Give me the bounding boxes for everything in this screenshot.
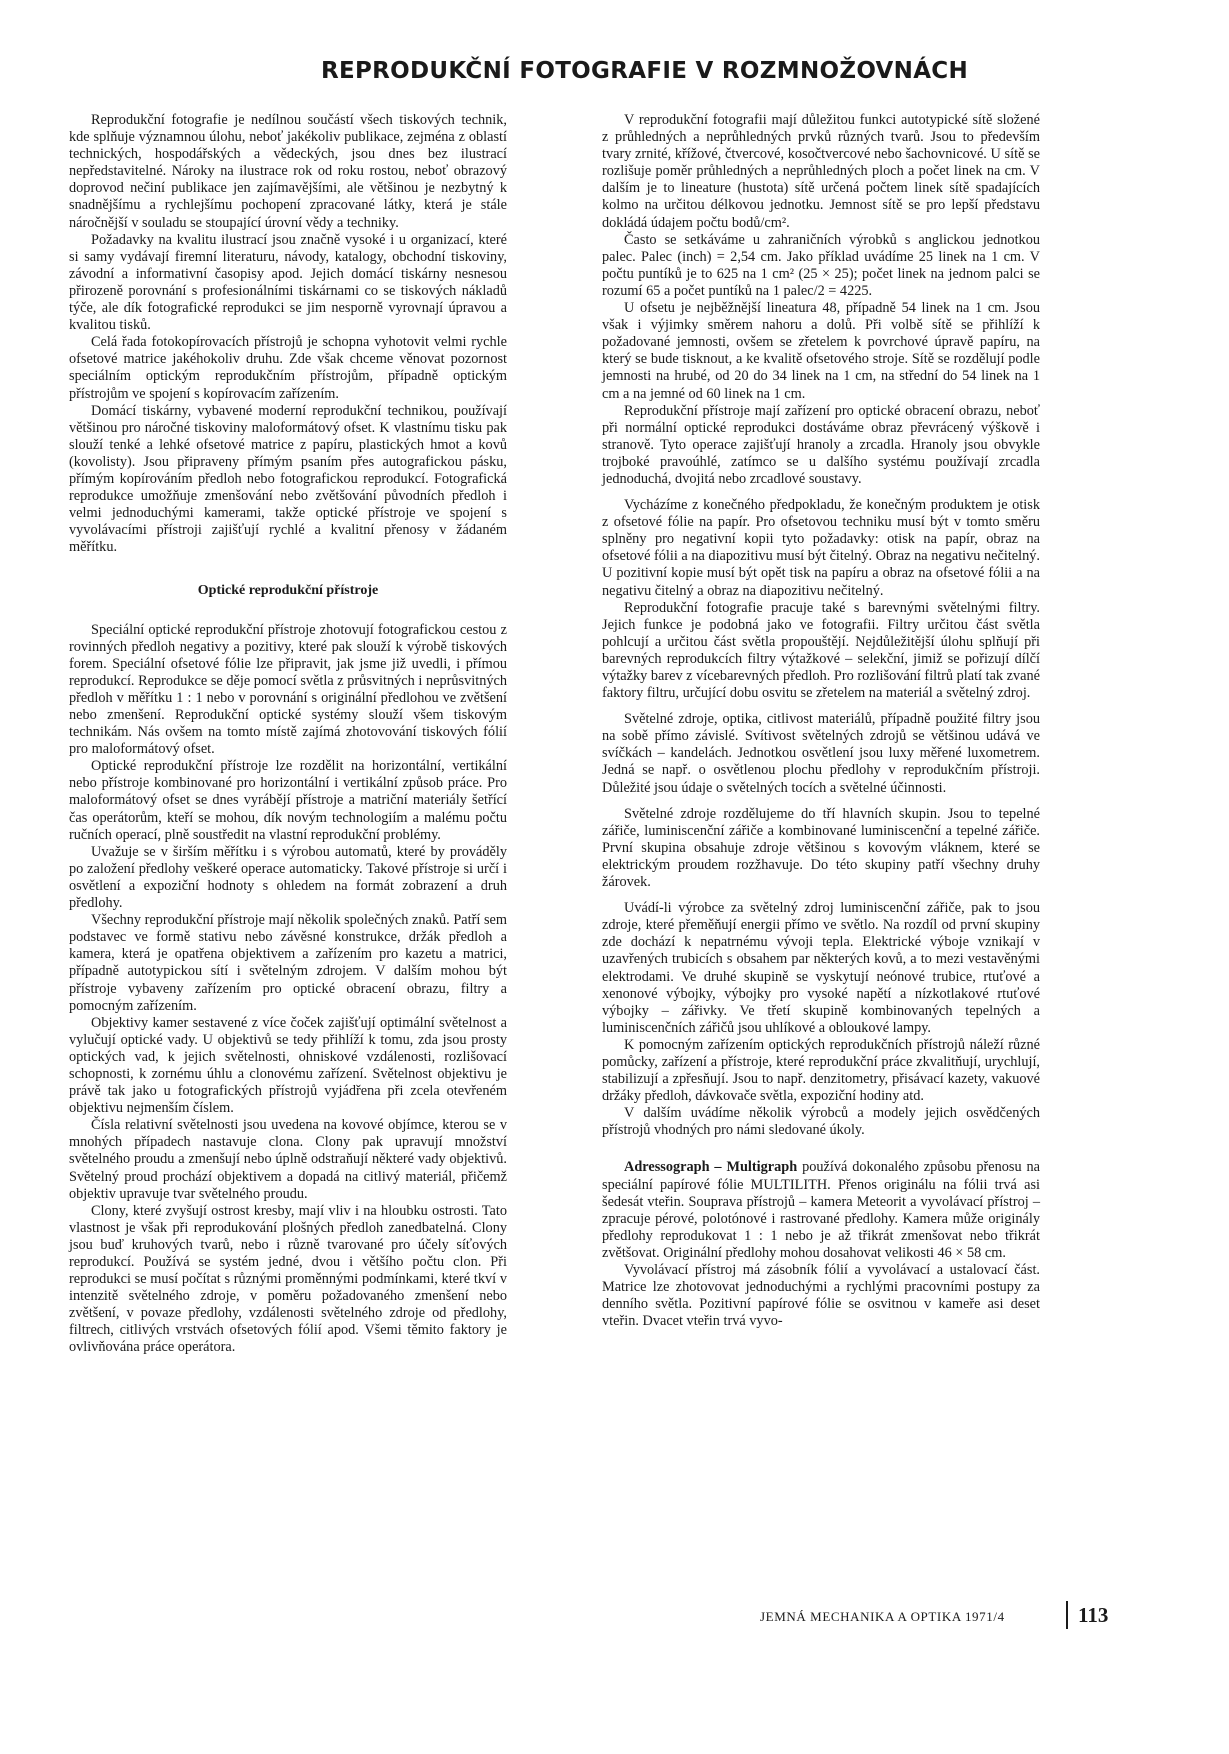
paragraph: Speciální optické reprodukční přístroje zhotovují fotografickou cestou z rovinných předloh negativy a pozitivy, které pak slouží k výrobě tiskových forem. Speciální ofsetové fólie lze připravit, jak jsme již uvedli, i přímou reprodukcí. Reprodukce se děje pomocí světla z průsvitných i neprůsvitných předloh v měřítku 1 : 1 nebo v porovnání s originální předlohou ve zvětšení nebo zmenšení. Reprodukční optické systémy slouží všem tiskovým technikám. Nás ovšem na tomto místě zajímá zhotovování tiskových fólií pro maloformátový ofset. — [69, 621, 507, 758]
paragraph: V reprodukční fotografii mají důležitou funkci autotypické sítě složené z průhledných a neprůhledných prvků různých tvarů. Jsou to především tvary zrnité, křížové, čtvercové, kosočtvercové nebo šachovnicové. U sítě se rozlišuje poměr průhledných a neprůhledných ploch a počet linek na cm. V dalším je to lineature (hustota) sítě určená počtem linek sítě spadajících kolmo na určitou délkovou jednotku. Jemnost sítě se pro lepší představu dokládá údajem počtu bodů/cm². — [602, 112, 1040, 231]
paragraph: Všechny reprodukční přístroje mají několik společných znaků. Patří sem podstavec ve formě stativu nebo závěsné konstrukce, držák předloh a kamera, která je opatřena objektivem a zařízením pro kazetu a matrici, případně autotypickou sítí i světelným zdrojem. V dalším mohou být přístroje vybaveny zařízením pro optické obracení obrazu, filtry a pomocným zařízením. — [69, 912, 507, 1014]
paragraph: Světelné zdroje, optika, citlivost materiálů, případně použité filtry jsou na sobě přímo závislé. Svítivost světelných zdrojů se většinou udává ve svíčkách – kandelách. Jednotkou osvětlení jsou luxy měřené luxometrem. Jedná se např. o osvětlenou plochu předlohy v reprodukčním přístroji. Důležité jsou údaje o světelných tocích a světelné účinnosti. — [602, 711, 1040, 796]
right-column — [602, 112, 1040, 1330]
paragraph: K pomocným zařízením optických reprodukčních přístrojů náleží různé pomůcky, zařízení a přístroje, které reprodukční práce zkvalitňují, urychlují, stabilizují a zpřesňují. Jsou to např. denzitometry, přisávací kazety, vakuové držáky předloh, dávkovače světla, expoziční hodiny atd. — [602, 1036, 1040, 1105]
paragraph: Světelné zdroje rozdělujeme do tří hlavních skupin. Jsou to tepelné zářiče, luminiscenční zářiče a kombinované luminiscenční a tepelné zářiče. První skupina obsahuje zdroje většinou s kovovým vláknem, které se elektrickým proudem rozžhavuje. Do této skupiny patří všechny druhy žárovek. — [602, 805, 1040, 891]
paragraph: Reprodukční fotografie pracuje také s barevnými světelnými filtry. Jejich funkce je podobná jako ve fotografii. Filtry určitou část světla pohlcují a určitou část světla propouštějí. Nejdůležitější úlohu splňují při barevných reprodukcích filtry výtažkové – selekční, jimiž se pořizují dílčí výtažky barev z vícebarevných předloh. Pro rozlišování filtrů platí tak zvané faktory filtru, určující dobu osvitu se zřetelem na materiál a světelný zdroj. — [602, 599, 1040, 702]
paragraph: Uvažuje se v širším měřítku i s výrobou automatů, které by prováděly po založení předlohy veškeré operace automaticky. Takové přístroje si určí i osvětlení a expoziční hodnoty s ohledem na formát zobrazení a druh předlohy. — [69, 843, 507, 912]
paragraph: Čísla relativní světelnosti jsou uvedena na kovové objímce, kterou se v mnohých případech nastavuje clona. Clony pak upravují množství světelného proudu a zmenšují nebo úplně odstraňují některé vady objektivů. Světelný proud prochází objektivem a dopadá na citlivý materiál, přičemž objektiv upravuje tvar světelného proudu. — [69, 1117, 507, 1202]
manufacturer-name: Adressograph – Multigraph — [624, 1159, 798, 1176]
footer-divider — [1066, 1601, 1068, 1629]
paragraph: Domácí tiskárny, vybavené moderní reprodukční technikou, používají většinou pro náročné tiskoviny maloformátový ofset. K vlastnímu tisku pak slouží tenké a lehké ofsetové matrice z papíru, plastických hmot a kovů (kovolisty). Jsou připraveny přímým psaním přes autografickou pásku, přímým kopírováním předloh nebo fotografickou reprodukcí. Fotografická reprodukce umožňuje zmenšování nebo zvětšování původních předloh i velmi jednoduchými kamerami, takže optické přístroje ve spojení s vyvolávacími přístroji zajišťují rychlé a kvalitní přenosy v žádaném měřítku. — [69, 402, 507, 556]
paragraph-adressograph — [602, 1159, 1040, 1262]
paragraph: Vycházíme z konečného předpokladu, že konečným produktem je otisk z ofsetové fólie na papír. Pro ofsetovou techniku musí být v tomto směru splněny pro negativní kopii tyto požadavky: otisk na papír, obraz na ofsetové fólii a na diapozitivu musí být čitelný. Obraz na negativu nečitelný. U pozitivní kopie musí být opět tisk na papíru a obraz na ofsetové fólii a na negativu čitelný a obraz na diapozitivu nečitelný. — [602, 497, 1040, 599]
paragraph: Reprodukční přístroje mají zařízení pro optické obracení obrazu, neboť při normální optické reprodukci dostáváme obraz převrácený výškově i stranově. Tyto operace zajišťují hranoly a zrcadla. Hranoly jsou obvykle trojboké pravoúhlé, zatímco se u dalšího systému používají zrcadla jednoduchá, dvojitá nebo zrcadlové soustavy. — [602, 402, 1040, 487]
article-title: REPRODUKČNÍ FOTOGRAFIE V ROZMNOŽOVNÁCH — [320, 58, 969, 84]
paragraph: Požadavky na kvalitu ilustrací jsou značně vysoké i u organizací, které si samy vydávají firemní literaturu, návody, katalogy, obchodní tiskoviny, závodní a informativní časopisy apod. Jejich domácí tiskárny nesnesou přirozeně porovnání s profesionálními tiskárnami co se tiskových nákladů týče, ale dík fotografické reprodukci se jim nesporně vyrovnají úpravou a kvalitou tisků. — [69, 231, 507, 334]
journal-name: JEMNÁ MECHANIKA A OPTIKA 1971/4 — [760, 1609, 1005, 1624]
left-column — [69, 112, 507, 1357]
paragraph: Reprodukční fotografie je nedílnou součástí všech tiskových technik, kde splňuje významnou úlohu, neboť jakékoliv publikace, zejména z oblastí technických, hospodářských a vědeckých, jsou dnes bez ilustrací nepředstavitelné. Nároky na ilustrace rok od roku rostou, neboť obrazový doprovod nečiní publikace jen zajímavějšími, ale většinou je nezbytný k snadnějšímu a rychlejšímu pochopení zpracované látky, která je stále náročnější v souladu se stoupající úrovní vědy a techniky. — [69, 112, 507, 231]
paragraph-text: používá dokonalého způsobu přenosu na speciální papírové fólie MULTILITH. Přenos originálu na fólii trvá asi šedesát vteřin. Souprava přístrojů – kamera Meteorit a vyvolávací přístroj – zpracuje pérové, polotónové i rastrované předlohy. Kamera může originály předlohy reprodukovat 1 : 1 nebo je až třikrát zmenšovat nebo třikrát zvětšovat. Originální předlohy mohou dosahovat velikosti 46 × 58 cm. — [602, 1159, 1040, 1261]
paragraph: Uvádí-li výrobce za světelný zdroj luminiscenční zářiče, pak to jsou zdroje, které přeměňují energii přímo ve světlo. Na rozdíl od první skupiny zde dochází k nepatrnému vývoji tepla. Elektrické výboje vznikají v uzavřených trubicích s obsahem par některých kovů, a to mezi vestavěnými elektrodami. Ve druhé skupině se vyskytují neónové trubice, rtuťové a xenonové výbojky, výbojky pro vysoké napětí a nízkotlakové rtuťové výbojky – zářivky. Ve třetí skupině kombinovaných tepelných a luminiscenčních zářičů jsou uhlíkové a obloukové lampy. — [602, 900, 1040, 1036]
paragraph: U ofsetu je nejběžnější lineatura 48, případně 54 linek na 1 cm. Jsou však i výjimky směrem nahoru a dolů. Při volbě sítě se přihlíží k požadované jemnosti, ovšem se zřetelem k povrchové úpravě papíru, na který se bude tisknout, a ke kvalitě ofsetového stroje. Sítě se rozdělují podle jemnosti na hrubé, od 20 do 34 linek na 1 cm, na střední do 54 linek na 1 cm a na jemné od 60 linek na 1 cm. — [602, 300, 1040, 402]
paragraph: Optické reprodukční přístroje lze rozdělit na horizontální, vertikální nebo přístroje kombinované pro horizontální i vertikální způsob práce. Pro maloformátový ofset se dnes vyrábějí přístroje a matriční materiály šetřící čas operátorům, kteří se mohou, dík novým technologiím a malému počtu ručních operací, plně soustředit na vlastní reprodukční problémy. — [69, 758, 507, 843]
paragraph: Objektivy kamer sestavené z více čoček zajišťují optimální světelnost a vylučují optické vady. U objektivů se tedy přihlíží k tomu, zda jsou prosty optických vad, k jejich světelnosti, ohniskové vzdálenosti, rozlišovací schopnosti, k zornému úhlu a clonovému zařízení. Světelnost objektivu je právě tak jako u fotografických přístrojů vyjádřena při zcela otevřeném objektivu nejmenším číslem. — [69, 1014, 507, 1117]
paragraph: Celá řada fotokopírovacích přístrojů je schopna vyhotovit velmi rychle ofsetové matrice jakéhokoliv druhu. Zde však chceme věnovat pozornost speciálním optickým reprodukčním přístrojům, případně optickým přístrojům ve spojení s kopírovacím zařízením. — [69, 334, 507, 402]
section-heading: Optické reprodukční přístroje — [197, 583, 379, 599]
paragraph: Vyvolávací přístroj má zásobník fólií a vyvolávací a ustalovací část. Matrice lze zhotovovat jednoduchými a rychlými pracovními postupy za denního světla. Pozitivní papírové fólie se osvitnou v kameře asi deset vteřin. Dvacet vteřin trvá vyvo- — [602, 1262, 1040, 1330]
paragraph: V dalším uvádíme několik výrobců a modely jejich osvědčených přístrojů vhodných pro námi sledované úkoly. — [602, 1105, 1040, 1139]
paragraph: Clony, které zvyšují ostrost kresby, mají vliv i na hloubku ostrosti. Tato vlastnost je však při reprodukování plošných předloh zanedbatelná. Clony jsou buď kruhových tvarů, nebo i různě tvarované pro účely síťových reprodukcí. Používá se systém jedné, dvou i většího počtu clon. Při reprodukci se musí počítat s různými proměnnými podmínkami, které tkví v intenzitě světelného zdroje, v poměru požadovaného zmenšení nebo zvětšení, v povaze předlohy, vzdálenosti světelného zdroje od předlohy, filtrech, citlivých vrstvách ofsetových fólií apod. Všemi těmito faktory je ovlivňována práce operátora. — [69, 1202, 507, 1356]
paragraph: Často se setkáváme u zahraničních výrobků s anglickou jednotkou palec. Palec (inch) = 2,54 cm. Jako příklad uvádíme 25 linek na 1 cm. V počtu puntíků je to 625 na 1 cm² (25 × 25); počet linek na jednom palci se rozumí 65 a počet puntíků na 1 palec/2 = 4225. — [602, 231, 1040, 299]
page-number: 113 — [1078, 1603, 1109, 1627]
